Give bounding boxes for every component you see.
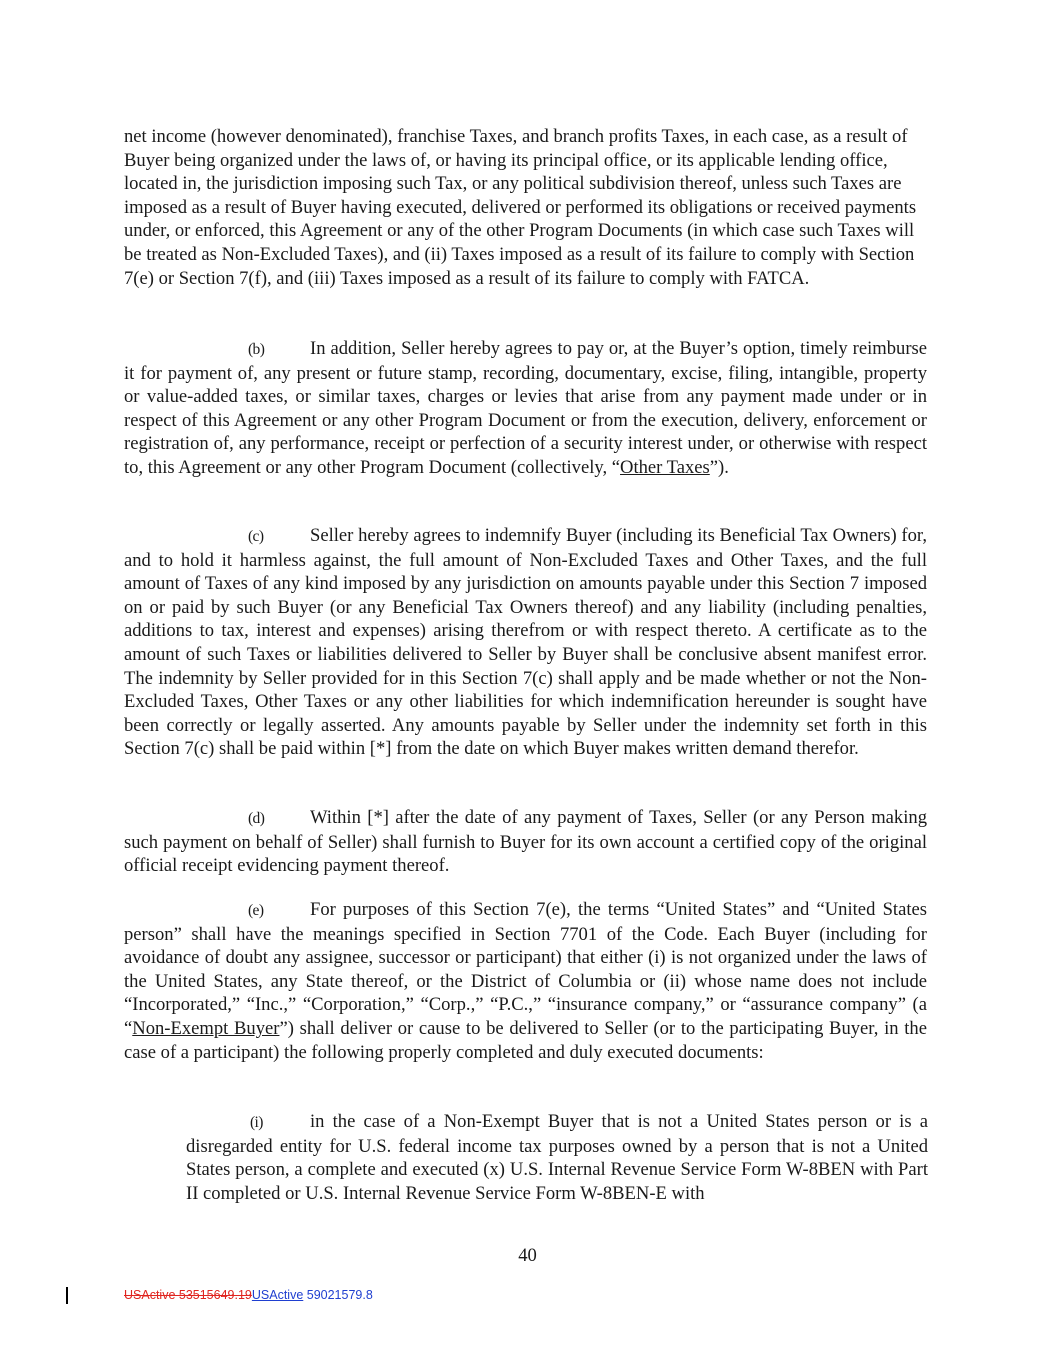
- paragraph-text: in the case of a Non-Exempt Buyer that is not a United States person or is a disregarded entity for U.S. federal income tax purposes owned by a person that is not a United States person, a complete and executed (x) U.S. Internal Revenue Service Form W-8BEN with Part II completed or U.S. Internal Revenue Service Form W-8BEN-E with: [186, 1111, 928, 1204]
- paragraph-c: [124, 524, 927, 761]
- subparagraph-i: [186, 1110, 928, 1205]
- paragraph-text: Seller hereby agrees to indemnify Buyer (including its Beneficial Tax Owners) for, and to hold it harmless against, the full amount of Non-Excluded Taxes and Other Taxes, and the full amount of Taxes of any kind imposed by any jurisdiction on amounts payable under this Section 7 imposed on or paid by such Buyer (or any Beneficial Tax Owners thereof) and any liability (including penalties, additions to tax, interest and expenses) arising therefrom or with respect thereto. A certificate as to the amount of such Taxes or liabilities delivered to Seller by Buyer shall be conclusive absent manifest error. The indemnity by Seller provided for in this Section 7(c) shall apply and be made whether or not the Non-Excluded Taxes, Other Taxes or any other liabilities for which indemnification hereunder is sought have been correctly or legally asserted. Any amounts payable by Seller under the indemnity set forth in this Section 7(c) shall be paid within [*] from the date on which Buyer makes written demand therefor.: [124, 525, 927, 760]
- paragraph-number: (d): [248, 810, 265, 827]
- page-number: 40: [518, 1245, 537, 1266]
- paragraph-text: Within [*] after the date of any payment of Taxes, Seller (or any Person making such payment on behalf of Seller) shall furnish to Buyer for its own account a certified copy of the original official receipt evidencing payment thereof.: [124, 807, 927, 877]
- defined-term: Non-Exempt Buyer: [132, 1017, 280, 1039]
- paragraph-text: In addition, Seller hereby agrees to pay or, at the Buyer’s option, timely reimburse it for payment of, any present or future stamp, recording, documentary, excise, filing, intangible, property or value-added taxes, or similar taxes, charges or levies that arise from any payment made under or in respect of this Agreement or any other Program Document or from the execution, delivery, enforcement or registration of, any performance, receipt or perfection of a security interest under, or otherwise with respect to, this Agreement or any other Program Document (collectively, “: [124, 338, 927, 478]
- intro-paragraph: [124, 125, 927, 290]
- paragraph-number: (b): [248, 341, 265, 358]
- change-bar: [66, 1287, 68, 1304]
- inserted-doc-number: 59021579.8: [303, 1288, 373, 1302]
- paragraph-text-end: ”) shall deliver or cause to be delivered to Seller (or to the participating Buyer, in the case of a participant) the following properly completed and duly executed documents:: [124, 1017, 927, 1063]
- paragraph-d: [124, 806, 927, 878]
- intro-paragraph-text: net income (however denominated), franchise Taxes, and branch profits Taxes, in each case, as a result of Buyer being organized under the laws of, or having its principal office, or its applicable lending office, located in, the jurisdiction imposing such Tax, or any political subdivision thereof, unless such Taxes are imposed as a result of Buyer having executed, delivered or performed its obligations or received payments under, or enforced, this Agreement or any of the other Program Documents (in which case such Taxes will be treated as Non-Excluded Taxes), and (ii) Taxes imposed as a result of its failure to comply with Section 7(e) or Section 7(f), and (iii) Taxes imposed as a result of its failure to comply with FATCA.: [124, 126, 917, 289]
- defined-term: Other Taxes: [620, 456, 710, 478]
- paragraph-text-end: ”).: [709, 456, 729, 478]
- paragraph-number: (c): [248, 528, 264, 545]
- paragraph-b: [124, 337, 927, 480]
- paragraph-e: [124, 898, 927, 1064]
- inserted-doc-label: USActive: [251, 1288, 304, 1302]
- document-footer-id: [124, 1288, 373, 1302]
- paragraph-text: For purposes of this Section 7(e), the terms “United States” and “United States person” shall have the meanings specified in Section 7701 of the Code. Each Buyer (including for avoidance of doubt any assignee, successor or participant) that either (i) is not organized under the laws of the United States, any State thereof, or the District of Columbia or (ii) whose name does not include “Incorporated,” “Inc.,” “Corporation,” “Corp.,” “P.C.,” “insurance company,” or “assurance company” (a “: [124, 899, 927, 1039]
- paragraph-number: (i): [250, 1114, 263, 1131]
- paragraph-number: (e): [248, 902, 264, 919]
- deleted-doc-id: USActive 53515649.19: [124, 1288, 252, 1302]
